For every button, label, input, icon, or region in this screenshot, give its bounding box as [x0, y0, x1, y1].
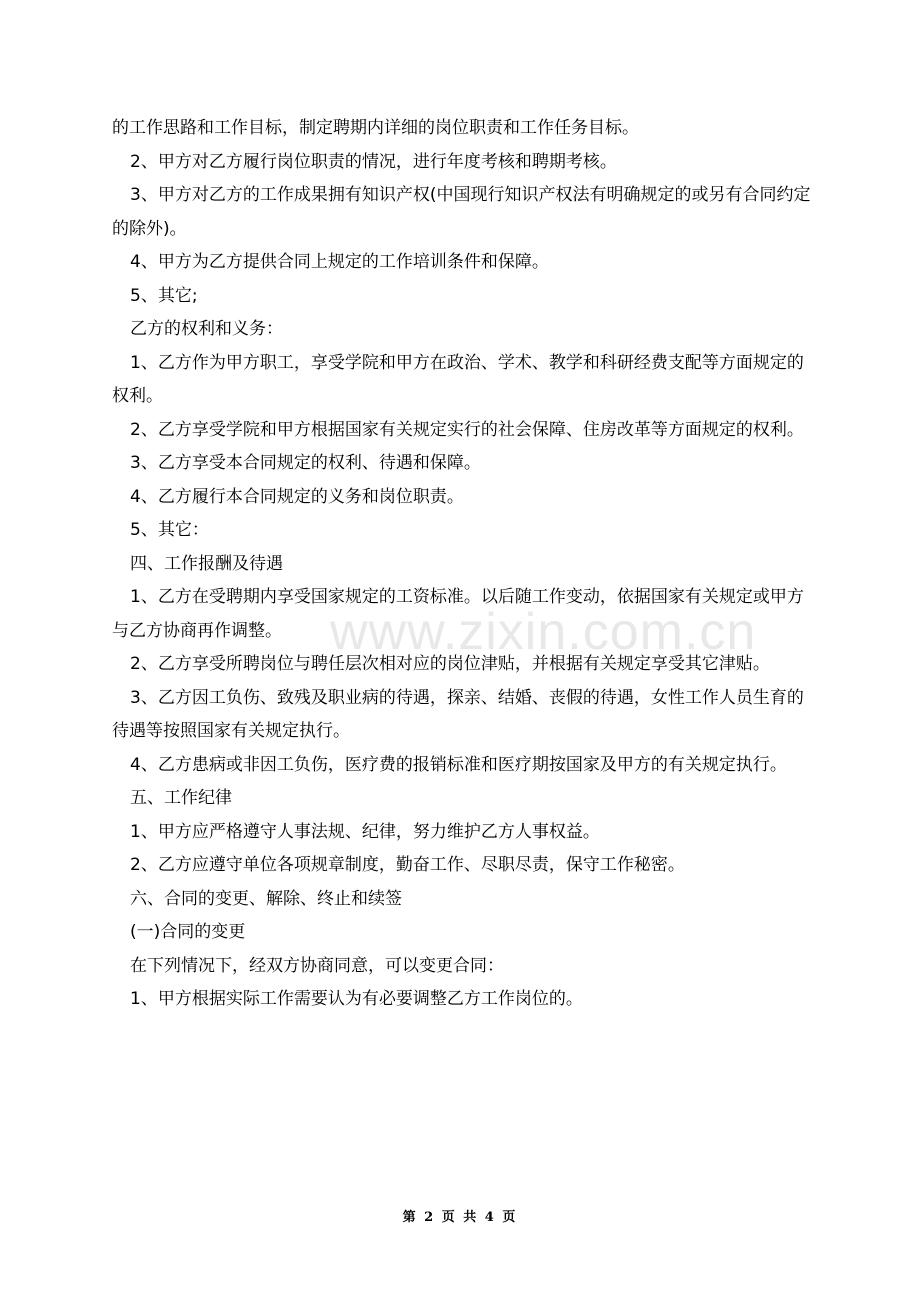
paragraph: 的工作思路和工作目标，制定聘期内详细的岗位职责和工作任务目标。 — [112, 118, 639, 138]
page-number-footer: 第 2 页 共 4 页 — [402, 1210, 518, 1225]
document-body — [112, 112, 812, 1017]
paragraph: 2、乙方应遵守单位各项规章制度，勤奋工作、尽职尽责，保守工作秘密。 — [130, 855, 685, 875]
paragraph: 1、甲方根据实际工作需要认为有必要调整乙方工作岗位的。 — [130, 989, 583, 1009]
paragraph: 3、乙方享受本合同规定的权利、待遇和保障。 — [130, 453, 481, 473]
paragraph: 四、工作报酬及待遇 — [130, 553, 283, 574]
paragraph: 在下列情况下，经双方协商同意，可以变更合同： — [130, 955, 504, 976]
paragraph: 4、乙方履行本合同规定的义务和岗位职责。 — [130, 486, 464, 507]
paragraph: 4、甲方为乙方提供合同上规定的工作培训条件和保障。 — [130, 252, 549, 272]
paragraph: 2、乙方享受学院和甲方根据国家有关规定实行的社会保障、住房改革等方面规定的权利。 — [130, 419, 804, 440]
paragraph: 2、甲方对乙方履行岗位职责的情况，进行年度考核和聘期考核。 — [130, 151, 617, 172]
paragraph: 六、合同的变更、解除、终止和续签 — [130, 888, 402, 909]
paragraph: 4、乙方患病或非因工负伤，医疗费的报销标准和医疗期按国家及甲方的有关规定执行。 — [130, 754, 787, 775]
paragraph: 3、甲方对乙方的工作成果拥有知识产权(中国现行知识产权法有明确规定的或另有合同约定的除外)。 — [112, 185, 811, 239]
paragraph: 1、乙方在受聘期内享受国家规定的工资标准。以后随工作变动，依据国家有关规定或甲方与乙方协商再作调整。 — [112, 587, 804, 641]
paragraph: 1、乙方作为甲方职工，享受学院和甲方在政治、学术、教学和科研经费支配等方面规定的权利。 — [112, 352, 804, 406]
paragraph: 2、乙方享受所聘岗位与聘任层次相对应的岗位津贴，并根据有关规定享受其它津贴。 — [130, 654, 770, 674]
paragraph: 乙方的权利和义务： — [130, 319, 283, 339]
paragraph: 3、乙方因工负伤、致残及职业病的待遇，探亲、结婚、丧假的待遇，女性工作人员生育的待遇等按照国家有关规定执行。 — [112, 687, 804, 741]
paragraph: 1、甲方应严格遵守人事法规、纪律，努力维护乙方人事权益。 — [130, 821, 600, 842]
paragraph: 5、其它; — [130, 285, 198, 306]
watermark: www.zixin.com.cn — [330, 603, 757, 661]
paragraph: 5、其它： — [130, 520, 209, 540]
paragraph: (一)合同的变更 — [130, 922, 246, 942]
paragraph: 五、工作纪律 — [130, 788, 232, 808]
